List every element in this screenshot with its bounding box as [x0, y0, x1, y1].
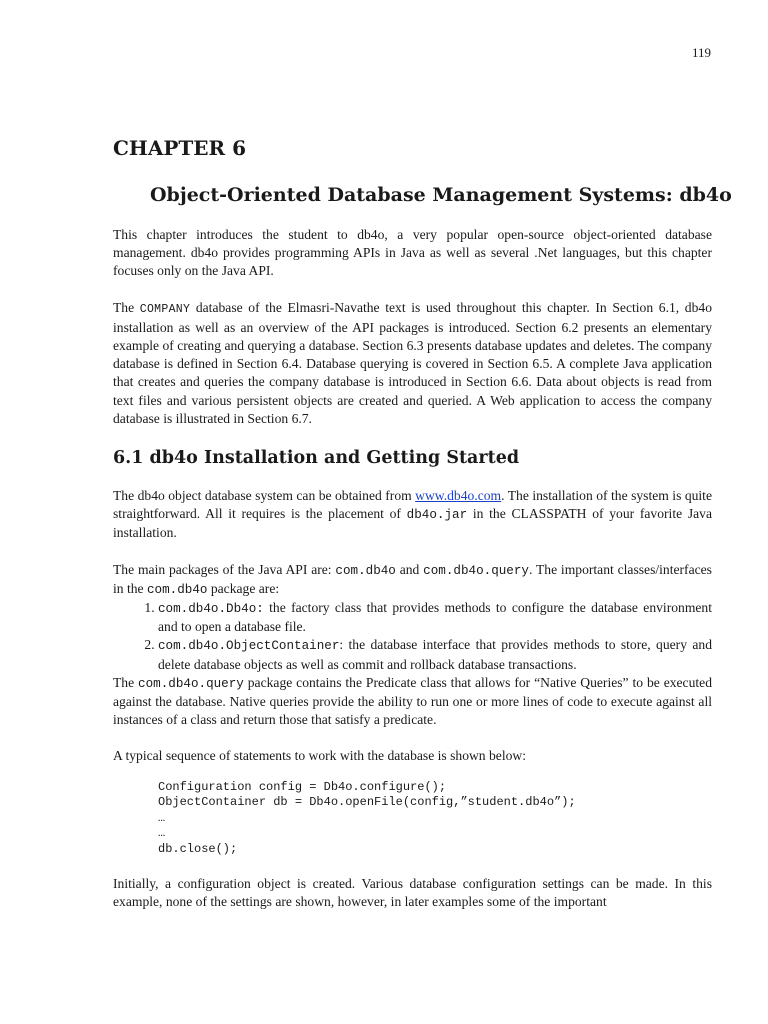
packages-text-3: . The important classes/interfaces in the [113, 561, 712, 596]
install-text-1: The db4o object database system can be obtained from [113, 488, 416, 504]
list-item [158, 599, 712, 636]
code-line: … [158, 810, 166, 825]
final-paragraph: Initially, a configuration object is created. Various database configuration settings can be made. In this example, none of the settings are shown, however, in later examples some of the important [113, 876, 712, 910]
company-rest: database of the Elmasri-Navathe text is used throughout this chapter. In Section 6.1, db4o installation as well as an overview of the API packages is introduced. Section 6.2 presents an elementary example of creating and querying a database. Section 6.3 presents database updates and deletes. The company database is defined in Section 6.4. Database querying is covered in Section 6.5. A complete Java application that creates and queries the company database is introduced in Section 6.6. Data about objects is read from text files and various persistent objects are created and queried. A Web application to access the company database is illustrated in Section 6.7. [113, 299, 712, 426]
query-text-1: The [113, 674, 139, 690]
install-text-3: in the CLASSPATH of your favorite Java installation. [113, 506, 712, 541]
package-name: com.db4o [146, 582, 208, 597]
chapter-title: Object-Oriented Database Management Systems: db4o [150, 184, 732, 206]
package-name: com.db4o.query [138, 676, 244, 691]
page-content [113, 134, 732, 912]
class-name: com.db4o.Db4o: [158, 602, 264, 617]
install-text-2: . The installation of the system is quite straightforward. All it requires is the placement of [113, 488, 712, 522]
package-name: com.db4o [335, 563, 396, 578]
code-line: ObjectContainer db = Db4o.openFile(config,”student.db4o”); [158, 795, 576, 810]
code-block [158, 780, 712, 858]
packages-paragraph [113, 561, 712, 599]
code-line: db.close(); [158, 841, 238, 856]
section-heading: 6.1 db4o Installation and Getting Started [113, 448, 520, 469]
code-line: … [158, 826, 166, 841]
list-item-text: : the database interface that provides methods to store, query and delete database objects as well as commit and rollback database transactions. [158, 637, 712, 672]
jar-filename: db4o.jar [406, 508, 468, 523]
install-paragraph [113, 487, 712, 543]
package-name: com.db4o.query [423, 563, 529, 578]
company-prefix: The [113, 299, 140, 315]
list-item-text: the factory class that provides methods to configure the database environment and to open a database file. [158, 600, 712, 635]
class-name: com.db4o.ObjectContainer [158, 639, 340, 654]
class-list [113, 599, 712, 674]
code-line: Configuration config = Db4o.configure(); [158, 779, 447, 794]
sequence-paragraph: A typical sequence of statements to work with the database is shown below: [113, 748, 527, 764]
chapter-label: CHAPTER 6 [113, 136, 246, 160]
page-number: 119 [691, 45, 711, 60]
query-text-2: package contains the Predicate class that allows for “Native Queries” to be executed against the database. Native queries provide the ability to run one or more lines of code to execute against all instances of a class and return those that satisfy a predicate. [113, 674, 712, 728]
list-item [158, 636, 712, 673]
query-paragraph [113, 674, 712, 730]
packages-text-1: The main packages of the Java API are: [113, 561, 336, 577]
packages-text-2: and [395, 561, 424, 577]
company-paragraph [113, 299, 712, 428]
intro-paragraph: This chapter introduces the student to db4o, a very popular open-source object-oriented database management. db4o provides programming APIs in Java as well as several .Net languages, but this chapter focuses only on the Java API. [113, 227, 712, 279]
company-smallcaps: COMPANY [139, 302, 191, 316]
db4o-website-link[interactable]: www.db4o.com [415, 488, 502, 504]
packages-text-4: package are: [207, 580, 280, 596]
